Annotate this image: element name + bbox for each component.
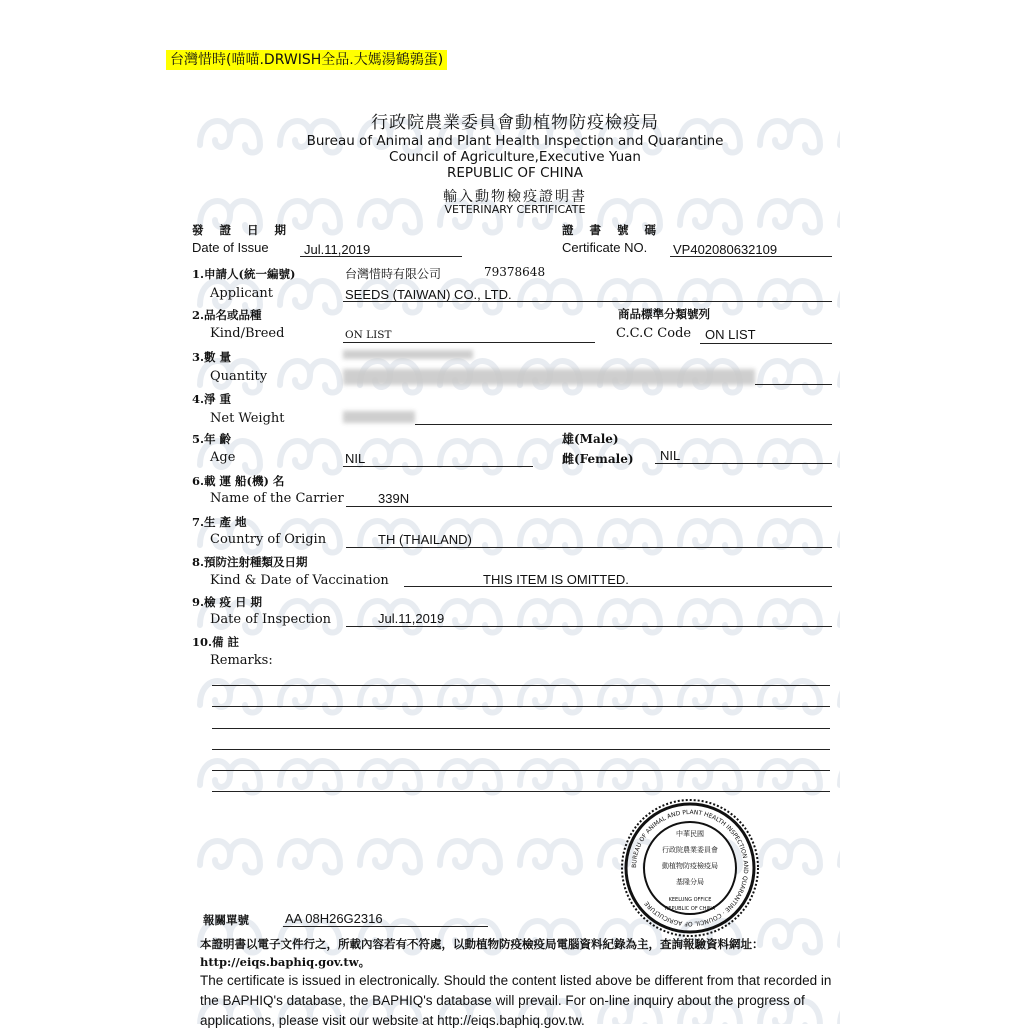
applicant-label-en: Applicant — [210, 286, 273, 301]
applicant-line — [343, 301, 832, 302]
kind-line — [343, 342, 595, 343]
origin-label-zh: 7.生 產 地 — [192, 515, 247, 529]
official-seal — [620, 798, 760, 938]
quantity-redacted-2 — [343, 369, 755, 385]
declaration-label: 報關單號 — [203, 913, 249, 927]
remarks-line — [212, 749, 830, 750]
quantity-label-zh: 3.數 量 — [192, 350, 232, 364]
council-title: Council of Agriculture,Executive Yuan — [389, 149, 641, 165]
certificate-title-en: VETERINARY CERTIFICATE — [444, 203, 586, 216]
male-label: 雄(Male) — [562, 432, 619, 446]
ccc-label-zh: 商品標準分類號列 — [618, 307, 710, 321]
declaration-value: AA 08H26G2316 — [285, 911, 383, 926]
net-weight-line — [415, 424, 832, 425]
issue-date-line — [300, 256, 462, 257]
net-weight-label-en: Net Weight — [210, 411, 285, 426]
ccc-label-en: C.C.C Code — [616, 326, 692, 341]
quantity-redacted-1 — [343, 350, 473, 359]
ccc-line — [700, 343, 832, 344]
origin-line — [346, 547, 832, 548]
carrier-label-zh: 6.載 運 船(機) 名 — [192, 474, 285, 488]
ccc-value: ON LIST — [705, 327, 756, 342]
vaccination-line — [404, 586, 832, 587]
vaccination-label-zh: 8.預防注射種類及日期 — [192, 555, 308, 569]
age-label-en: Age — [210, 450, 236, 465]
agency-title-en: Bureau of Animal and Plant Health Inspection and Quarantine — [306, 133, 724, 149]
seal-line-1: 中華民國 — [676, 830, 704, 838]
origin-value: TH (THAILAND) — [378, 532, 472, 547]
kind-value: ON LIST — [345, 329, 392, 341]
seal-line-2: 行政院農業委員會 — [662, 846, 718, 854]
quantity-line — [755, 384, 832, 385]
inspection-value: Jul.11,2019 — [378, 611, 445, 626]
cert-no-line — [670, 256, 832, 257]
issue-date-value: Jul.11,2019 — [304, 242, 371, 257]
remarks-line — [212, 770, 830, 771]
remarks-line — [212, 685, 830, 686]
applicant-value-zh: 台灣惜時有限公司 — [345, 267, 442, 281]
sex-line — [655, 463, 832, 464]
issue-label-zh: 發 證 日 期 — [192, 223, 293, 237]
remarks-line — [212, 791, 830, 792]
seal-line-3: 動植物防疫檢疫局 — [662, 862, 718, 870]
inspection-line — [346, 626, 832, 627]
vaccination-value: THIS ITEM IS OMITTED. — [483, 572, 629, 587]
remarks-line — [212, 728, 830, 729]
carrier-value: 339N — [378, 491, 410, 506]
applicant-id: 79378648 — [484, 265, 546, 279]
age-line — [343, 466, 533, 467]
seal-country: REPUBLIC OF CHINA — [664, 906, 716, 912]
applicant-value-en: SEEDS (TAIWAN) CO., LTD. — [345, 287, 512, 302]
quantity-label-en: Quantity — [210, 369, 268, 384]
net-weight-redacted — [343, 411, 415, 423]
inspection-label-en: Date of Inspection — [210, 612, 332, 627]
age-value: NIL — [345, 451, 366, 466]
document-banner: 台灣惜時(喵喵.DRWISH全品.大媽湯鶴鶉蛋) — [166, 50, 447, 70]
cert-no-label-en: Certificate NO. — [562, 240, 648, 255]
remarks-label-zh: 10.備 註 — [192, 635, 240, 649]
cert-no-label-zh: 證 書 號 碼 — [562, 223, 663, 237]
vaccination-label-en: Kind & Date of Vaccination — [210, 573, 389, 588]
seal-office: KEELUNG OFFICE — [668, 897, 712, 903]
footer-notice-zh: 本證明書以電子文件行之，所載內容若有不符處，以動植物防疫檢疫局電腦資料紀錄為主，查詢報驗資料網址：http://eiqs.baphiq.gov.tw。 — [200, 937, 764, 969]
applicant-label-zh: 1.申請人(統一編號) — [192, 267, 296, 281]
declaration-line — [283, 926, 488, 927]
carrier-line — [346, 506, 832, 507]
agency-title-zh: 行政院農業委員會動植物防疫檢疫局 — [371, 113, 659, 133]
certificate-title-zh: 輸入動物檢疫證明書 — [443, 189, 587, 205]
inspection-label-zh: 9.檢 疫 日 期 — [192, 595, 263, 609]
seal-line-4: 基隆分局 — [676, 878, 704, 886]
remarks-line — [212, 706, 830, 707]
remarks-label-en: Remarks: — [210, 653, 273, 668]
net-weight-label-zh: 4.淨 重 — [192, 392, 232, 406]
carrier-label-en: Name of the Carrier — [210, 491, 344, 506]
kind-label-zh: 2.品名或品種 — [192, 308, 262, 322]
female-label: 雌(Female) — [562, 452, 634, 466]
seal-ring-text: BUREAU OF ANIMAL AND PLANT HEALTH INSPECTION AND QUARANTINE · COUNCIL OF AGRICULTURE — [630, 808, 750, 928]
country-title: REPUBLIC OF CHINA — [447, 165, 583, 181]
cert-no-value: VP402080632109 — [673, 242, 778, 257]
age-label-zh: 5.年 齡 — [192, 432, 232, 446]
kind-label-en: Kind/Breed — [210, 326, 285, 341]
footer-notice-en: The certificate is issued in electronically. Should the content listed above be different from that recorded in the BAPHIQ's database, the BAPHIQ's database will prevail. For on-line inquiry about the progress of applications, please visit our website at http://eiqs.baphiq.gov.tw. — [200, 973, 832, 1028]
sex-value: NIL — [660, 448, 681, 463]
origin-label-en: Country of Origin — [210, 532, 327, 547]
issue-label-en: Date of Issue — [192, 240, 269, 255]
